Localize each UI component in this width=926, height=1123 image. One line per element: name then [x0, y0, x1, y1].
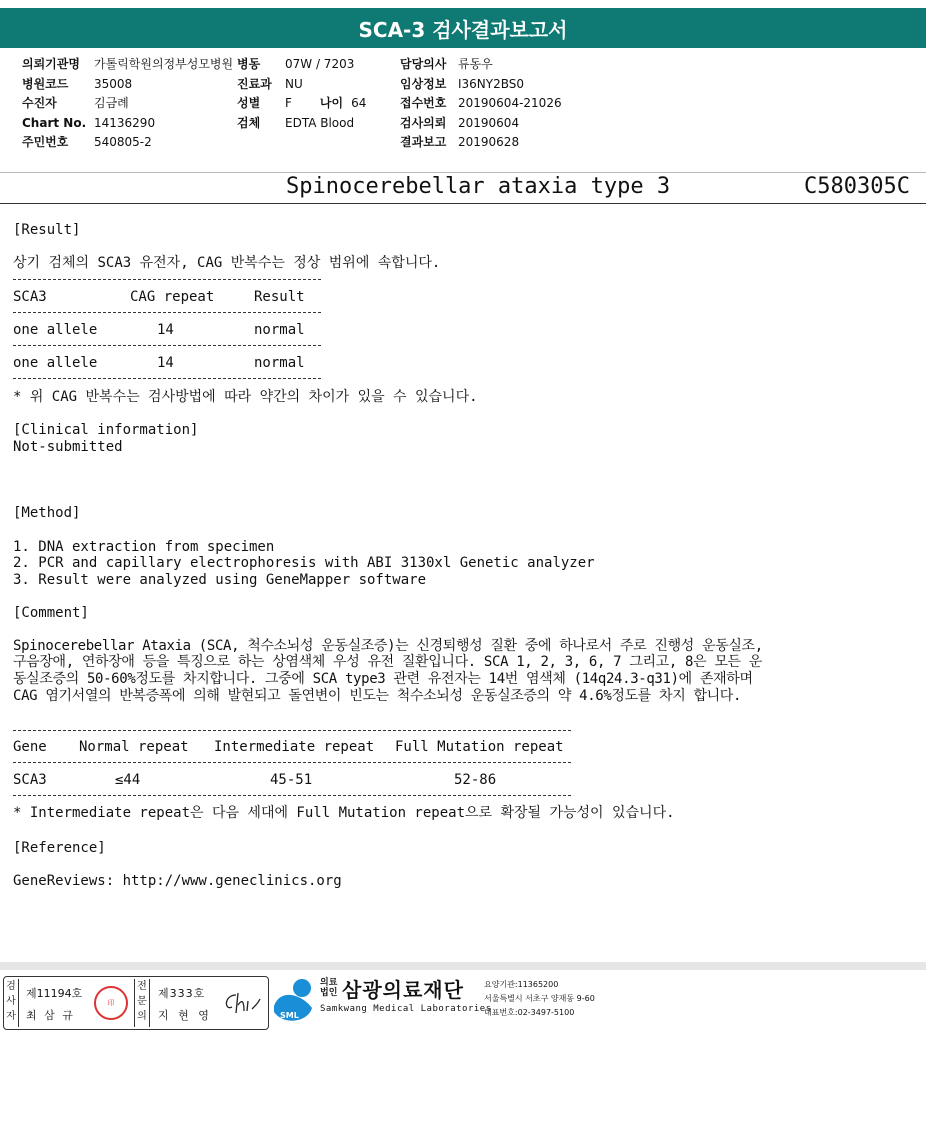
test-title-row	[0, 172, 926, 204]
header-row-doctor	[400, 55, 562, 75]
header-label: 결과보고	[400, 135, 447, 150]
result-summary: 상기 검체의 SCA3 유전자, CAG 반복수는 정상 범위에 속합니다.	[13, 255, 441, 271]
signature-icon	[222, 987, 262, 1019]
report-title: SCA-3 검사결과보고서	[0, 8, 926, 48]
specialist-no: 제333호	[158, 987, 206, 1000]
result-cell: one allele	[13, 322, 98, 338]
divider	[13, 795, 571, 796]
header-value: 가톨릭학원의정부성모병원	[94, 57, 234, 72]
footer-info-line: 요양기관:11365200	[484, 980, 559, 989]
header-label: 검체	[237, 115, 261, 130]
header-row-institution	[22, 55, 236, 75]
reference-heading: [Reference]	[13, 840, 106, 856]
header-row-resident-no	[22, 133, 236, 153]
header-value: 김금례	[94, 96, 129, 111]
footer-divider-bar	[0, 962, 926, 970]
header-row-patient	[22, 94, 236, 114]
specialist-label: 전문의	[134, 979, 150, 1027]
clinical-text: Not-submitted	[13, 439, 123, 455]
header-value: F	[285, 96, 292, 111]
repeat-column-header: Normal repeat	[79, 739, 189, 755]
result-column-header: CAG repeat	[130, 289, 215, 305]
result-heading: [Result]	[13, 222, 81, 238]
header-label: 성별	[237, 96, 261, 111]
comment-heading: [Comment]	[13, 605, 89, 621]
inspector-no: 제11194호	[26, 987, 83, 1000]
header-label: 의뢰기관명	[22, 57, 80, 72]
brand-english-name: Samkwang Medical Laboratories	[320, 1004, 492, 1014]
header-row-request-date	[400, 114, 562, 134]
seal-icon: 印	[94, 986, 128, 1020]
result-note: * 위 CAG 반복수는 검사방법에 따라 약간의 차이가 있을 수 있습니다.	[13, 389, 478, 405]
header-column-2	[237, 55, 366, 133]
repeat-cell: ≤44	[115, 772, 141, 788]
header-row-clinical-info	[400, 75, 562, 95]
header-value: EDTA Blood	[285, 115, 355, 130]
repeat-cell: 52-86	[454, 772, 497, 788]
header-row-chart-no	[22, 114, 236, 134]
header-label: 병동	[237, 57, 261, 72]
result-cell: normal	[254, 355, 305, 371]
footer	[0, 962, 926, 1040]
divider	[13, 762, 571, 763]
header-row-department	[237, 75, 366, 95]
method-step: 1. DNA extraction from specimen	[13, 539, 275, 555]
header-value: 14136290	[94, 115, 156, 130]
header-label: 담당의사	[400, 57, 447, 72]
header-label: 진료과	[237, 76, 272, 91]
header-label: Chart No.	[22, 115, 87, 130]
header-row-report-date	[400, 133, 562, 153]
divider	[13, 378, 321, 379]
header-value: NU	[285, 76, 303, 91]
header-row-specimen	[237, 114, 366, 134]
header-value: 35008	[94, 76, 133, 91]
method-step: 2. PCR and capillary electrophoresis with ABI 3130xl Genetic analyzer	[13, 555, 595, 571]
age-label: 나이	[319, 96, 344, 111]
header-label: 병원코드	[22, 76, 69, 91]
result-column-header: SCA3	[13, 289, 47, 305]
sml-logo-text: SML	[280, 1011, 299, 1020]
reference-text: GeneReviews: http://www.geneclinics.org	[13, 873, 342, 889]
divider	[13, 345, 321, 346]
brand-name: 삼광의료재단	[342, 978, 464, 1002]
header-label: 주민번호	[22, 135, 69, 150]
repeat-cell: SCA3	[13, 772, 47, 788]
header-label: 접수번호	[400, 96, 447, 111]
test-code: C580305C	[804, 174, 910, 199]
header-value: 07W / 7203	[285, 57, 355, 72]
comment-line: Spinocerebellar Ataxia (SCA, 척수소뇌성 운동실조증)는 신경퇴행성 질환 중에 하나로서 주로 진행성 운동실조,	[13, 638, 763, 654]
header-label: 검사의뢰	[400, 115, 447, 130]
result-column-header: Result	[254, 289, 305, 305]
repeat-cell: 45-51	[270, 772, 313, 788]
header-row-sex-age	[237, 94, 366, 114]
header-column-3	[400, 55, 562, 153]
specialist-name: 지 현 영	[158, 1009, 212, 1022]
result-cell: 14	[157, 355, 174, 371]
signature-box	[3, 976, 269, 1030]
repeat-column-header: Full Mutation repeat	[395, 739, 564, 755]
sml-logo-icon	[272, 976, 318, 1026]
repeat-column-header: Intermediate repeat	[214, 739, 375, 755]
result-cell: 14	[157, 322, 174, 338]
brand-prefix: 의료법인	[320, 978, 338, 998]
comment-line: 동실조증의 50-60%정도를 차지합니다. 그중에 SCA type3 관련 유전자는 14번 염색체 (14q24.3-q31)에 존재하며	[13, 671, 753, 687]
divider	[13, 312, 321, 313]
result-cell: one allele	[13, 355, 98, 371]
inspector-label: 검사자	[4, 979, 19, 1027]
age-value: 64	[351, 96, 367, 111]
method-step: 3. Result were analyzed using GeneMapper software	[13, 572, 427, 588]
header-label: 수진자	[22, 96, 57, 111]
header-value: 류동우	[458, 57, 493, 72]
comment-line: CAG 염기서열의 반복증폭에 의해 발현되고 돌연변이 빈도는 척수소뇌성 운동실조증의 약 4.6%정도를 차지 합니다.	[13, 688, 742, 704]
header-value: I36NY2BS0	[458, 76, 525, 91]
test-name: Spinocerebellar ataxia type 3	[286, 174, 671, 199]
header-value: 20190604-21026	[458, 96, 562, 111]
inspector-name: 최 삼 규	[26, 1009, 75, 1022]
footer-info-line: 서울특별시 서초구 양재동 9-60	[484, 994, 595, 1003]
result-cell: normal	[254, 322, 305, 338]
repeat-column-header: Gene	[13, 739, 47, 755]
header-row-receipt-no	[400, 94, 562, 114]
header-value: 540805-2	[94, 135, 152, 150]
clinical-heading: [Clinical information]	[13, 422, 199, 438]
divider	[13, 730, 571, 731]
header-row-hospital-code	[22, 75, 236, 95]
comment-note: * Intermediate repeat은 다음 세대에 Full Mutation repeat으로 확장될 가능성이 있습니다.	[13, 805, 675, 821]
footer-info-line: 대표번호:02-3497-5100	[484, 1008, 575, 1017]
comment-line: 구음장애, 연하장애 등을 특징으로 하는 상염색체 우성 유전 질환입니다. SCA 1, 2, 3, 6, 7 그리고, 8은 모든 운	[13, 654, 762, 670]
footer-info	[484, 978, 595, 1020]
header-label: 임상정보	[400, 76, 447, 91]
header-row-ward	[237, 55, 366, 75]
header-column-1	[22, 55, 236, 153]
header-value: 20190628	[458, 135, 520, 150]
method-heading: [Method]	[13, 505, 81, 521]
header-value: 20190604	[458, 115, 520, 130]
divider	[13, 279, 321, 280]
